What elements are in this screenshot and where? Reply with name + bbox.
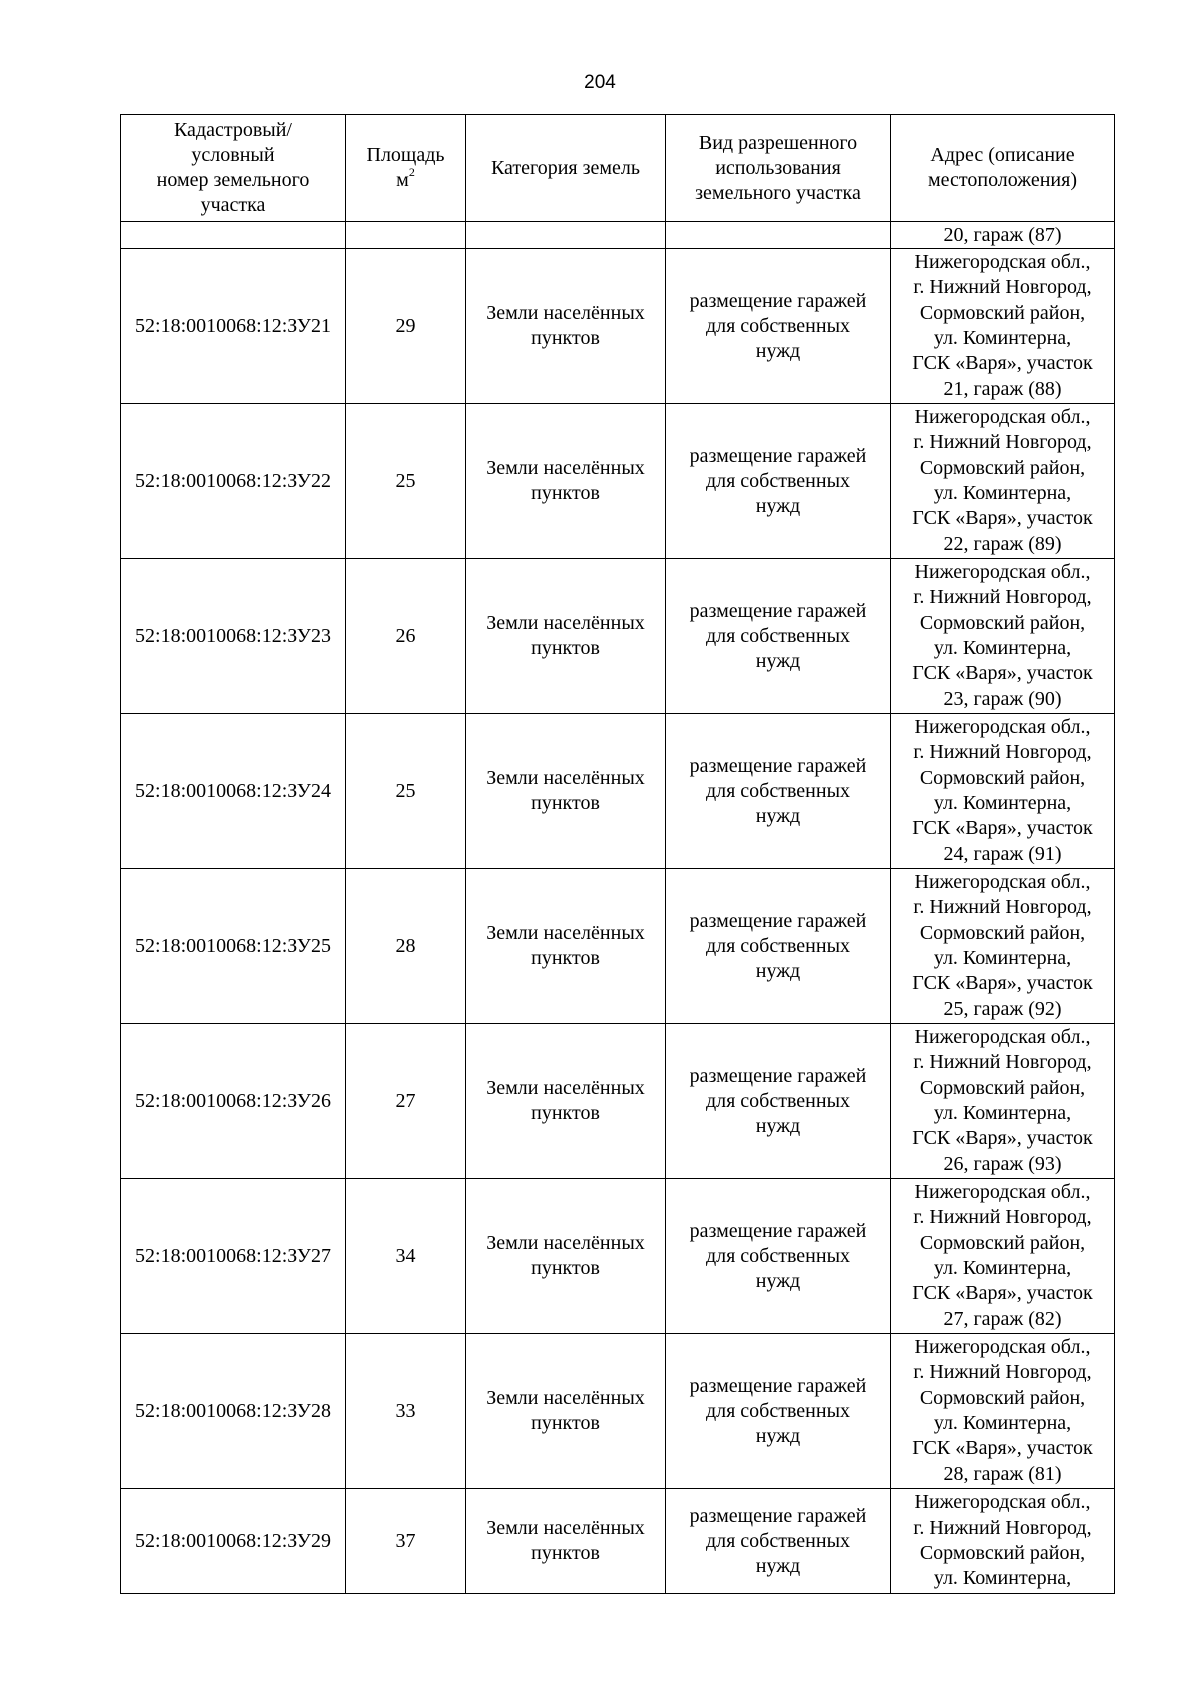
address-line: ГСК «Варя», участок [912,972,1093,995]
table-row [121,404,1115,559]
area-cell: 27 [346,1024,466,1179]
address-line: ГСК «Варя», участок [912,352,1093,375]
cadastral-number-cell: 52:18:0010068:12:ЗУ28 [121,1334,346,1489]
address-line: 27, гараж (82) [943,1307,1062,1330]
address-line: Нижегородская обл., [914,1181,1091,1204]
cadastral-number-cell: 52:18:0010068:12:ЗУ25 [121,869,346,1024]
land-category-line: Земли населённых [486,612,645,634]
address-line: 26, гараж (93) [943,1152,1062,1175]
area-unit: м [396,169,409,191]
permitted-use-cell [666,404,891,559]
cadastral-number-cell: 52:18:0010068:12:ЗУ26 [121,1024,346,1179]
header-address-line: местоположения) [927,169,1077,191]
address-line: г. Нижний Новгород, [913,896,1092,919]
address-line: ул. Коминтерна, [933,1257,1072,1279]
address-cell [891,559,1115,714]
permitted-use-line: для собственных [705,1399,851,1422]
header-address-line: Адрес (описание [930,144,1075,166]
land-category-line: Земли населённых [486,1077,645,1099]
address-line: ГСК «Варя», участок [912,1437,1093,1460]
land-category-line: Земли населённых [486,1232,645,1254]
permitted-use-line: размещение гаражей [689,1219,867,1242]
address-line: 22, гараж (89) [943,532,1062,555]
page-number: 204 [584,72,616,93]
address-line: Сормовский район, [919,611,1086,634]
address-line: г. Нижний Новгород, [913,1051,1092,1074]
area-cell: 25 [346,404,466,559]
permitted-use-line: размещение гаражей [689,599,867,622]
permitted-use-line: нужд [755,959,801,982]
land-category-line: пунктов [531,1257,600,1279]
permitted-use-line: размещение гаражей [689,909,867,932]
permitted-use-line: нужд [755,1554,801,1577]
address-line: г. Нижний Новгород, [913,1206,1092,1229]
land-category-cell [466,714,666,869]
land-category-cell [466,559,666,714]
land-category-cell [466,1024,666,1179]
cadastral-number-cell: 52:18:0010068:12:ЗУ27 [121,1179,346,1334]
land-category-cell [466,1179,666,1334]
permitted-use-line: размещение гаражей [689,1504,867,1527]
cadastral-number-cell: 52:18:0010068:12:ЗУ23 [121,559,346,714]
address-line: ГСК «Варя», участок [912,1127,1093,1150]
permitted-use-line: нужд [755,1269,801,1292]
area-unit-superscript: 2 [408,165,415,180]
address-line: ул. Коминтерна, [933,637,1072,659]
land-category-line: пунктов [531,637,600,659]
address-line: 24, гараж (91) [943,842,1062,865]
address-line: Сормовский район, [919,1542,1086,1564]
address-line: Нижегородская обл., [914,561,1091,584]
address-line: Нижегородская обл., [914,406,1091,429]
permitted-use-line: для собственных [705,314,851,337]
address-cell [891,249,1115,404]
address-line: 28, гараж (81) [943,1462,1062,1485]
header-cadastral-line: условный [191,144,275,166]
address-line: ГСК «Варя», участок [912,1282,1093,1305]
table-row [121,249,1115,404]
permitted-use-line: для собственных [705,779,851,802]
address-line: ул. Коминтерна, [933,1412,1072,1434]
address-line: Нижегородская обл., [914,251,1091,274]
continuation-category-cell [466,222,666,249]
area-cell: 33 [346,1334,466,1489]
cadastral-number-cell: 52:18:0010068:12:ЗУ24 [121,714,346,869]
address-line: Нижегородская обл., [914,1491,1091,1514]
continuation-area-cell [346,222,466,249]
land-category-line: пунктов [531,482,600,504]
header-category: Категория земель [466,115,666,222]
permitted-use-line: нужд [755,1424,801,1447]
table-row [121,1179,1115,1334]
land-category-line: Земли населённых [486,457,645,479]
permitted-use-line: для собственных [705,469,851,492]
permitted-use-line: для собственных [705,1529,851,1552]
address-cell [891,1334,1115,1489]
address-line: г. Нижний Новгород, [913,741,1092,764]
address-cell [891,1489,1115,1594]
permitted-use-cell [666,1024,891,1179]
land-category-line: Земли населённых [486,767,645,789]
permitted-use-line: для собственных [705,624,851,647]
address-cell [891,1024,1115,1179]
land-category-line: Земли населённых [486,1387,645,1409]
header-area [346,115,466,222]
land-category-cell [466,404,666,559]
address-line: ГСК «Варя», участок [912,507,1093,530]
land-category-cell [466,1489,666,1594]
address-line: г. Нижний Новгород, [913,586,1092,609]
permitted-use-line: нужд [755,804,801,827]
cadastral-number-cell: 52:18:0010068:12:ЗУ29 [121,1489,346,1594]
continuation-address-cell: 20, гараж (87) [891,222,1115,249]
permitted-use-line: нужд [755,1114,801,1137]
header-area-label: Площадь [366,144,445,166]
address-cell [891,1179,1115,1334]
header-address [891,115,1115,222]
permitted-use-line: размещение гаражей [689,754,867,777]
land-category-line: пунктов [531,327,600,349]
area-cell: 34 [346,1179,466,1334]
address-line: ГСК «Варя», участок [912,817,1093,840]
area-cell: 25 [346,714,466,869]
header-cadastral-line: участка [200,194,266,216]
continuation-usage-cell [666,222,891,249]
continuation-cadastral-cell [121,222,346,249]
permitted-use-line: размещение гаражей [689,289,867,312]
address-line: г. Нижний Новгород, [913,431,1092,454]
address-line: Сормовский район, [919,456,1086,479]
table-row [121,714,1115,869]
header-cadastral [121,115,346,222]
land-category-line: пунктов [531,792,600,814]
table-row [121,1024,1115,1179]
permitted-use-line: для собственных [705,934,851,957]
address-line: 21, гараж (88) [943,377,1062,400]
area-cell: 28 [346,869,466,1024]
address-line: Сормовский район, [919,1386,1086,1409]
continuation-row [121,222,1115,249]
permitted-use-line: для собственных [705,1244,851,1267]
address-line: г. Нижний Новгород, [913,1516,1092,1539]
address-line: ул. Коминтерна, [933,1102,1072,1124]
permitted-use-cell [666,1334,891,1489]
address-line: ул. Коминтерна, [933,947,1072,969]
address-line: ГСК «Варя», участок [912,662,1093,685]
address-line: г. Нижний Новгород, [913,1361,1092,1384]
table-row [121,869,1115,1024]
table-header-row [121,115,1115,222]
land-category-line: пунктов [531,1542,600,1564]
land-category-line: Земли населённых [486,922,645,944]
permitted-use-line: нужд [755,339,801,362]
header-usage-line: земельного участка [695,181,861,204]
address-line: г. Нижний Новгород, [913,276,1092,299]
permitted-use-line: для собственных [705,1089,851,1112]
area-cell: 26 [346,559,466,714]
land-category-line: Земли населённых [486,1517,645,1539]
table-row [121,559,1115,714]
address-line: Сормовский район, [919,1231,1086,1254]
permitted-use-cell [666,249,891,404]
land-category-cell [466,869,666,1024]
land-category-line: пунктов [531,947,600,969]
address-line: Нижегородская обл., [914,1336,1091,1359]
address-line: ул. Коминтерна, [933,1567,1072,1590]
header-usage-line: Вид разрешенного [698,131,858,154]
cadastral-number-cell: 52:18:0010068:12:ЗУ21 [121,249,346,404]
permitted-use-line: нужд [755,494,801,517]
area-cell: 37 [346,1489,466,1594]
address-line: Нижегородская обл., [914,716,1091,739]
address-line: Сормовский район, [919,921,1086,944]
address-cell [891,714,1115,869]
land-category-line: Земли населённых [486,302,645,324]
address-line: 25, гараж (92) [943,997,1062,1020]
land-category-line: пунктов [531,1102,600,1124]
permitted-use-cell [666,869,891,1024]
address-line: Сормовский район, [919,1076,1086,1099]
permitted-use-cell [666,714,891,869]
address-cell [891,404,1115,559]
permitted-use-line: размещение гаражей [689,444,867,467]
address-line: Сормовский район, [919,766,1086,789]
header-usage [666,115,891,222]
header-cadastral-line: Кадастровый/ [173,119,292,141]
permitted-use-cell [666,559,891,714]
permitted-use-cell [666,1489,891,1594]
address-line: Нижегородская обл., [914,871,1091,894]
header-area-unit [346,165,465,193]
table-row [121,1489,1115,1594]
address-line: Сормовский район, [919,301,1086,324]
address-cell [891,869,1115,1024]
address-line: ул. Коминтерна, [933,327,1072,349]
cadastral-number-cell: 52:18:0010068:12:ЗУ22 [121,404,346,559]
address-line: 23, гараж (90) [943,687,1062,710]
permitted-use-line: размещение гаражей [689,1374,867,1397]
permitted-use-line: нужд [755,649,801,672]
header-cadastral-line: номер земельного [156,169,310,191]
area-cell: 29 [346,249,466,404]
address-line: Нижегородская обл., [914,1026,1091,1049]
permitted-use-cell [666,1179,891,1334]
land-category-cell [466,249,666,404]
land-plots-table [120,114,1115,1594]
address-line: ул. Коминтерна, [933,792,1072,814]
permitted-use-line: размещение гаражей [689,1064,867,1087]
header-usage-line: использования [715,156,841,179]
table-row [121,1334,1115,1489]
address-line: ул. Коминтерна, [933,482,1072,504]
land-category-cell [466,1334,666,1489]
land-category-line: пунктов [531,1412,600,1434]
